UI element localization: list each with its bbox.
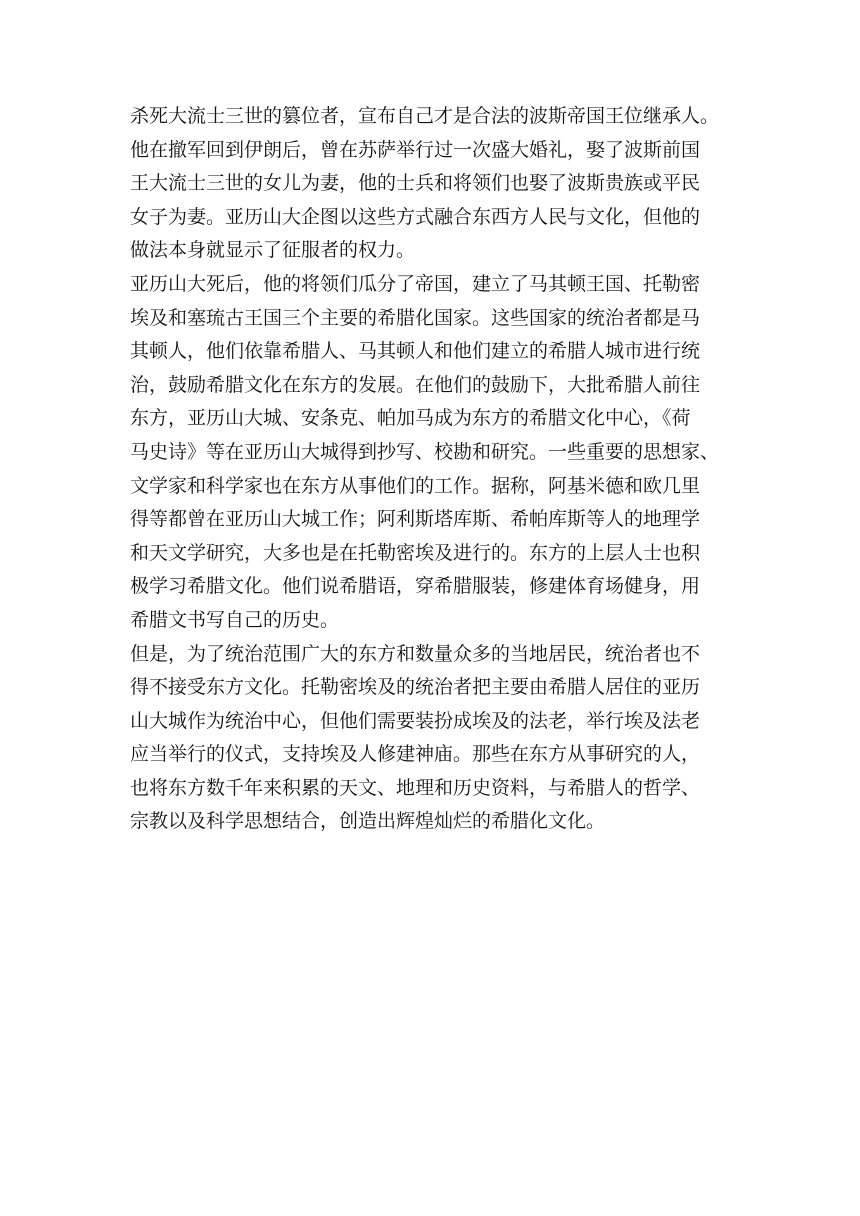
text-line: 做法本身就显示了征服者的权力。 bbox=[130, 239, 416, 262]
text-line: 得不接受东方文化。托勒密埃及的统治者把主要由希腊人居住的亚历 bbox=[130, 676, 701, 699]
text-line: 和天文学研究，大多也是在托勒密埃及进行的。东方的上层人士也积 bbox=[130, 541, 701, 564]
text-line: 山大城作为统治中心，但他们需要装扮成埃及的法老，举行埃及法老 bbox=[130, 709, 701, 732]
text-line: 希腊文书写自己的历史。 bbox=[130, 608, 340, 631]
text-line: 杀死大流士三世的篡位者，宣布自己才是合法的波斯帝国王位继承人。 bbox=[130, 105, 720, 127]
text-line: 应当举行的仪式，支持埃及人修建神庙。那些在东方从事研究的人， bbox=[130, 743, 701, 766]
text-line: 亚历山大死后，他的将领们瓜分了帝国，建立了马其顿王国、托勒密 bbox=[130, 272, 701, 295]
text-line: 马史诗》等在亚历山大城得到抄写、校勘和研究。一些重要的思想家、 bbox=[130, 440, 720, 463]
text-line: 他在撤军回到伊朗后，曾在苏萨举行过一次盛大婚礼，娶了波斯前国 bbox=[130, 138, 701, 161]
text-line: 宗教以及科学思想结合，创造出辉煌灿烂的希腊化文化。 bbox=[130, 810, 606, 833]
paragraph-1 bbox=[130, 100, 750, 268]
text-line: 也将东方数千年来积累的天文、地理和历史资料，与希腊人的哲学、 bbox=[130, 776, 701, 799]
text-line: 极学习希腊文化。他们说希腊语，穿希腊服装，修建体育场健身，用 bbox=[130, 575, 701, 598]
text-line: 王大流士三世的女儿为妻，他的士兵和将领们也娶了波斯贵族或平民 bbox=[130, 172, 701, 195]
text-line: 但是，为了统治范围广大的东方和数量众多的当地居民，统治者也不 bbox=[130, 642, 701, 665]
text-line: 东方，亚历山大城、安条克、帕加马成为东方的希腊文化中心，《荷 bbox=[130, 407, 691, 430]
text-line: 文学家和科学家也在东方从事他们的工作。据称，阿基米德和欧几里 bbox=[130, 474, 701, 497]
text-line: 得等都曾在亚历山大城工作；阿利斯塔库斯、希帕库斯等人的地理学 bbox=[130, 508, 701, 531]
body-text bbox=[130, 100, 750, 839]
paragraph-3 bbox=[130, 638, 750, 840]
text-line: 女子为妻。亚历山大企图以这些方式融合东西方人民与文化，但他的 bbox=[130, 205, 701, 228]
text-line: 埃及和塞琉古王国三个主要的希腊化国家。这些国家的统治者都是马 bbox=[130, 306, 701, 329]
text-line: 其顿人，他们依靠希腊人、马其顿人和他们建立的希腊人城市进行统 bbox=[130, 340, 701, 363]
paragraph-2 bbox=[130, 268, 750, 638]
text-line: 治，鼓励希腊文化在东方的发展。在他们的鼓励下，大批希腊人前往 bbox=[130, 373, 701, 396]
